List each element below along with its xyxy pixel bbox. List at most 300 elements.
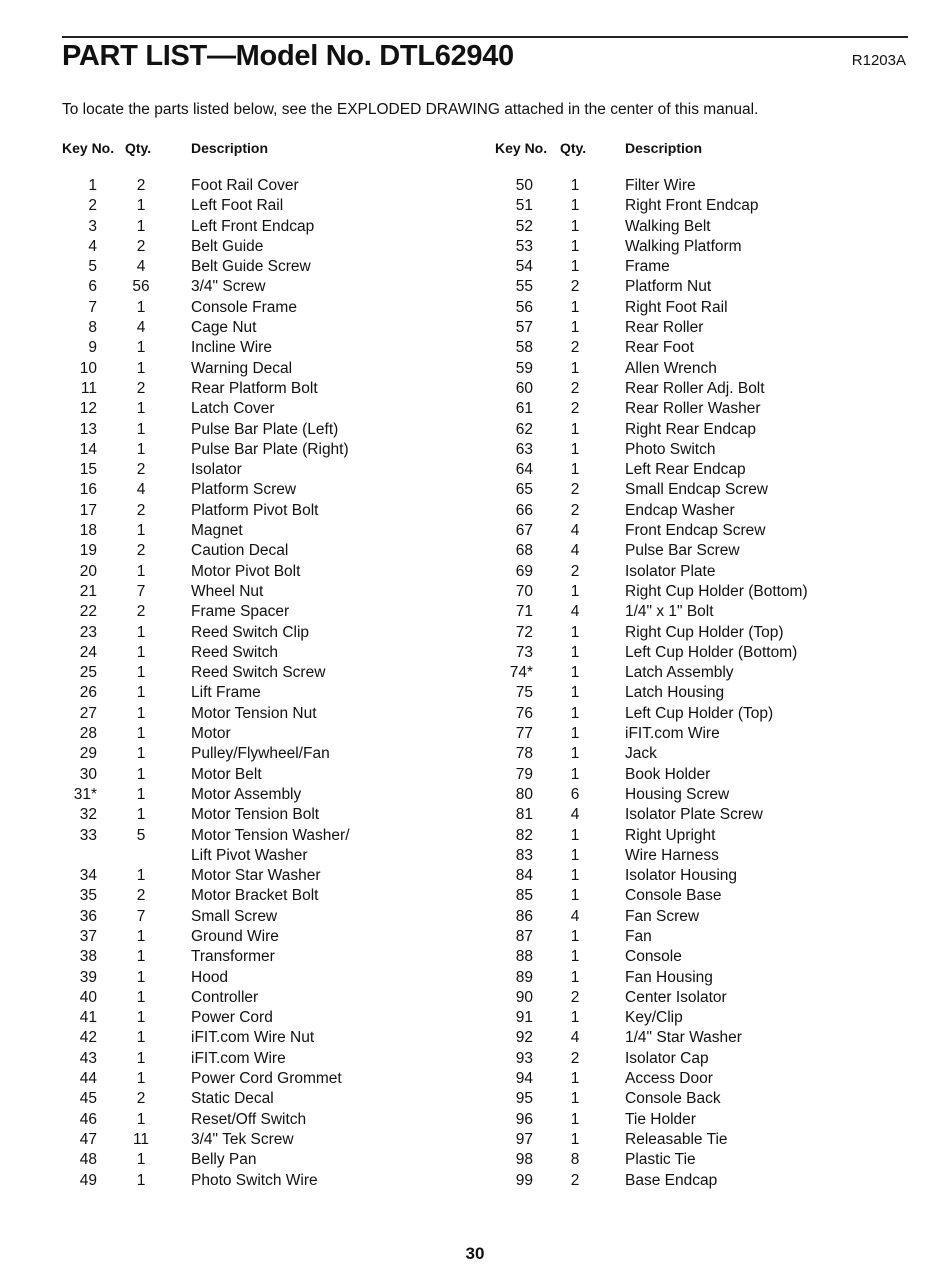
- part-key-number: 19: [79, 542, 97, 560]
- part-description: Right Upright: [625, 826, 716, 844]
- part-quantity: 7: [136, 582, 146, 600]
- part-quantity: 1: [570, 298, 580, 316]
- parts-row: [475, 399, 950, 419]
- parts-row: [0, 541, 475, 561]
- part-key-number: 78: [515, 745, 533, 763]
- part-quantity: 1: [136, 867, 146, 885]
- part-quantity: 1: [570, 968, 580, 986]
- parts-row: [475, 886, 950, 906]
- part-quantity: 1: [570, 643, 580, 661]
- part-quantity: 1: [570, 927, 580, 945]
- part-key-number: 10: [79, 359, 97, 377]
- parts-row: [475, 298, 950, 318]
- part-quantity: 1: [136, 217, 146, 235]
- part-quantity: 1: [570, 420, 580, 438]
- part-key-number: 75: [515, 684, 533, 702]
- parts-row: [475, 968, 950, 988]
- part-description: Ground Wire: [191, 927, 279, 945]
- part-key-number: 56: [515, 298, 533, 316]
- part-key-number: 63: [515, 440, 533, 458]
- part-quantity: 1: [136, 684, 146, 702]
- parts-row: [0, 196, 475, 216]
- parts-row: [475, 1089, 950, 1109]
- part-description: Lift Frame: [191, 684, 261, 702]
- part-key-number: 50: [515, 177, 533, 194]
- parts-row: [475, 602, 950, 622]
- right-header-qty: Qty.: [560, 140, 587, 156]
- part-key-number: 65: [515, 481, 533, 499]
- parts-row: [0, 237, 475, 257]
- part-key-number: 62: [515, 420, 533, 438]
- part-key-number: 60: [515, 379, 533, 397]
- part-key-number: 58: [515, 339, 533, 357]
- part-key-number: 48: [79, 1151, 97, 1169]
- parts-row: [0, 1150, 475, 1170]
- part-description: Pulse Bar Plate (Right): [191, 440, 349, 458]
- part-description: Right Cup Holder (Top): [625, 623, 784, 641]
- part-quantity: 1: [570, 1110, 580, 1128]
- part-key-number: 43: [79, 1049, 97, 1067]
- part-quantity: 1: [136, 440, 146, 458]
- part-description: Console Base: [625, 887, 722, 905]
- part-description: Fan Housing: [625, 968, 713, 986]
- part-key-number: 98: [515, 1151, 533, 1169]
- part-description: Wheel Nut: [191, 582, 264, 600]
- parts-row: [475, 1008, 950, 1028]
- right-header-description: Description: [625, 140, 703, 156]
- part-key-number: 7: [88, 298, 97, 316]
- parts-row: [0, 1089, 475, 1109]
- part-quantity: 1: [570, 948, 580, 966]
- part-description: 1/4" Star Washer: [625, 1029, 742, 1047]
- part-quantity: 1: [136, 745, 146, 763]
- part-key-number: 52: [515, 217, 533, 235]
- part-description: iFIT.com Wire: [625, 725, 720, 743]
- part-description: Isolator Cap: [625, 1049, 709, 1067]
- parts-row: [475, 866, 950, 886]
- parts-row: [0, 1171, 475, 1191]
- part-key-number: 89: [515, 968, 533, 986]
- part-description: Latch Assembly: [625, 664, 734, 682]
- part-quantity: 1: [570, 1090, 580, 1108]
- part-description: Power Cord: [191, 1009, 273, 1027]
- parts-row: [475, 1028, 950, 1048]
- parts-row: [475, 623, 950, 643]
- parts-row: [0, 1049, 475, 1069]
- part-description: Transformer: [191, 948, 275, 966]
- parts-row: [0, 1008, 475, 1028]
- part-description: Walking Platform: [625, 237, 742, 255]
- part-quantity: 1: [570, 177, 580, 194]
- part-quantity: 4: [136, 258, 146, 276]
- part-quantity: 1: [570, 704, 580, 722]
- parts-row: [0, 907, 475, 927]
- parts-row: [475, 440, 950, 460]
- part-quantity: 2: [136, 887, 146, 905]
- part-quantity: 2: [136, 461, 146, 479]
- part-key-number: 25: [79, 664, 97, 682]
- part-description: Book Holder: [625, 765, 711, 783]
- part-key-number: 59: [515, 359, 533, 377]
- title-rule: [62, 36, 908, 38]
- parts-row: [0, 724, 475, 744]
- part-key-number: 32: [79, 806, 97, 824]
- part-quantity: 2: [136, 603, 146, 621]
- part-key-number: 88: [515, 948, 533, 966]
- part-description: Tie Holder: [625, 1110, 696, 1128]
- page-title: PART LIST—Model No. DTL62940: [62, 40, 514, 72]
- part-key-number: 1: [88, 177, 97, 194]
- part-key-number: 2: [88, 197, 97, 215]
- part-description: Motor Belt: [191, 765, 262, 783]
- parts-row: [0, 886, 475, 906]
- parts-row: [0, 582, 475, 602]
- parts-row: [0, 968, 475, 988]
- parts-row: [475, 541, 950, 561]
- part-key-number: 13: [79, 420, 97, 438]
- part-key-number: 35: [79, 887, 97, 905]
- parts-row: [475, 1049, 950, 1069]
- parts-row: [475, 765, 950, 785]
- part-quantity: 2: [570, 278, 580, 296]
- part-quantity: 1: [570, 237, 580, 255]
- parts-row: [475, 744, 950, 764]
- part-description: Caution Decal: [191, 542, 289, 560]
- parts-row: [0, 683, 475, 703]
- part-quantity: 1: [570, 319, 580, 337]
- parts-row: [475, 582, 950, 602]
- part-key-number: 73: [515, 643, 533, 661]
- parts-row: [0, 765, 475, 785]
- part-quantity: 1: [136, 1009, 146, 1027]
- part-quantity: 1: [136, 704, 146, 722]
- parts-row: [0, 602, 475, 622]
- part-quantity: 1: [136, 968, 146, 986]
- part-description: Motor: [191, 725, 231, 743]
- part-quantity: 1: [136, 765, 146, 783]
- part-key-number: 87: [515, 927, 533, 945]
- part-key-number: 26: [79, 684, 97, 702]
- part-quantity: 1: [570, 1070, 580, 1088]
- part-description: 3/4" Screw: [191, 278, 266, 296]
- part-description: Rear Roller: [625, 319, 704, 337]
- part-quantity: 2: [136, 1090, 146, 1108]
- part-quantity: 1: [570, 461, 580, 479]
- part-description: Power Cord Grommet: [191, 1070, 342, 1088]
- part-quantity: 2: [570, 1171, 580, 1189]
- parts-row: [475, 359, 950, 379]
- part-quantity: 1: [570, 826, 580, 844]
- part-quantity: 1: [570, 684, 580, 702]
- part-key-number: 84: [515, 867, 533, 885]
- part-description: Photo Switch: [625, 440, 716, 458]
- part-quantity: 1: [570, 440, 580, 458]
- part-description: Belly Pan: [191, 1151, 257, 1169]
- part-description: Releasable Tie: [625, 1130, 728, 1148]
- parts-row: [475, 420, 950, 440]
- parts-row: [0, 866, 475, 886]
- part-quantity: 2: [570, 339, 580, 357]
- parts-row: [475, 663, 950, 683]
- document-code: R1203A: [851, 52, 906, 69]
- part-key-number: 92: [515, 1029, 533, 1047]
- part-description: Front Endcap Screw: [625, 522, 766, 540]
- parts-row: [475, 805, 950, 825]
- part-quantity: 1: [136, 927, 146, 945]
- part-key-number: 49: [79, 1171, 97, 1189]
- part-quantity: 11: [132, 1130, 150, 1148]
- part-key-number: 15: [79, 461, 97, 479]
- part-key-number: 45: [79, 1090, 97, 1108]
- parts-row: [0, 359, 475, 379]
- part-quantity: 2: [136, 237, 146, 255]
- part-description: Console Frame: [191, 298, 297, 316]
- parts-row: [0, 988, 475, 1008]
- parts-row: [0, 846, 475, 866]
- part-description: Motor Tension Nut: [191, 704, 317, 722]
- part-description: 3/4" Tek Screw: [191, 1130, 294, 1148]
- part-key-number: 36: [79, 907, 97, 925]
- part-key-number: 72: [515, 623, 533, 641]
- part-description: Fan Screw: [625, 907, 700, 925]
- part-quantity: 1: [570, 359, 580, 377]
- parts-row: [0, 501, 475, 521]
- part-quantity: 2: [570, 1049, 580, 1067]
- parts-row: [0, 1110, 475, 1130]
- part-quantity: 1: [136, 1171, 146, 1189]
- part-quantity: 2: [570, 379, 580, 397]
- parts-row: [475, 460, 950, 480]
- parts-row: [475, 379, 950, 399]
- part-quantity: 2: [136, 177, 146, 194]
- right-parts-list: [475, 176, 950, 1191]
- part-description: Frame: [625, 258, 670, 276]
- parts-row: [475, 947, 950, 967]
- part-description: Filter Wire: [625, 177, 696, 194]
- part-key-number: 99: [515, 1171, 533, 1189]
- part-description: Rear Platform Bolt: [191, 379, 318, 397]
- part-key-number: 30: [79, 765, 97, 783]
- part-key-number: 40: [79, 988, 97, 1006]
- part-description: Right Foot Rail: [625, 298, 728, 316]
- part-key-number: 8: [88, 319, 97, 337]
- part-key-number: 37: [79, 927, 97, 945]
- part-quantity: 4: [136, 481, 146, 499]
- part-description: Left Cup Holder (Top): [625, 704, 774, 722]
- part-description: Left Front Endcap: [191, 217, 315, 235]
- part-key-number: 79: [515, 765, 533, 783]
- parts-row: [0, 318, 475, 338]
- part-description: Housing Screw: [625, 785, 730, 803]
- part-quantity: 1: [136, 339, 146, 357]
- page-number: 30: [465, 1244, 485, 1263]
- part-key-number: 67: [515, 522, 533, 540]
- part-description: Isolator: [191, 461, 242, 479]
- part-quantity: 1: [136, 1151, 146, 1169]
- part-key-number: 86: [515, 907, 533, 925]
- part-key-number: 14: [79, 440, 97, 458]
- part-description: Key/Clip: [625, 1009, 683, 1027]
- part-key-number: 21: [79, 582, 97, 600]
- part-quantity: 4: [570, 542, 580, 560]
- part-description: Latch Housing: [625, 684, 725, 702]
- parts-row: [0, 521, 475, 541]
- parts-row: [475, 846, 950, 866]
- part-key-number: 64: [515, 461, 533, 479]
- part-key-number: 9: [88, 339, 97, 357]
- part-description: Incline Wire: [191, 339, 272, 357]
- part-key-number: 97: [515, 1130, 533, 1148]
- parts-row: [0, 562, 475, 582]
- part-description: Right Cup Holder (Bottom): [625, 582, 808, 600]
- part-key-number: 11: [80, 379, 97, 397]
- part-quantity: 1: [570, 623, 580, 641]
- part-key-number: 39: [79, 968, 97, 986]
- parts-row: [475, 927, 950, 947]
- part-description: Platform Pivot Bolt: [191, 501, 319, 519]
- part-key-number: 94: [515, 1070, 533, 1088]
- part-description: Access Door: [625, 1070, 713, 1088]
- part-description: Console Back: [625, 1090, 721, 1108]
- left-header-qty: Qty.: [125, 140, 152, 156]
- part-quantity: 1: [136, 806, 146, 824]
- part-description: Right Front Endcap: [625, 197, 759, 215]
- left-header-description: Description: [191, 140, 269, 156]
- part-key-number: 68: [515, 542, 533, 560]
- parts-row: [0, 460, 475, 480]
- part-description: Motor Tension Washer/: [191, 826, 350, 844]
- part-description: Cage Nut: [191, 319, 257, 337]
- part-key-number: 80: [515, 785, 533, 803]
- parts-row: [475, 562, 950, 582]
- parts-row: [0, 277, 475, 297]
- part-key-number: 57: [515, 319, 533, 337]
- part-quantity: 1: [570, 1009, 580, 1027]
- part-quantity: 4: [570, 522, 580, 540]
- part-key-number: 95: [515, 1090, 533, 1108]
- part-quantity: 2: [570, 501, 580, 519]
- part-quantity: 1: [570, 887, 580, 905]
- part-key-number: 51: [515, 197, 533, 215]
- part-description: Pulley/Flywheel/Fan: [191, 745, 330, 763]
- part-description: Right Rear Endcap: [625, 420, 756, 438]
- part-quantity: 1: [136, 420, 146, 438]
- part-description: Lift Pivot Washer: [191, 846, 308, 864]
- part-quantity: 1: [136, 664, 146, 682]
- part-key-number: 38: [79, 948, 97, 966]
- part-key-number: 81: [515, 806, 533, 824]
- part-key-number: 93: [515, 1049, 533, 1067]
- parts-row: [0, 623, 475, 643]
- part-description: Left Foot Rail: [191, 197, 284, 215]
- part-key-number: 31*: [73, 785, 97, 803]
- part-key-number: 83: [515, 846, 533, 864]
- part-quantity: 2: [570, 562, 580, 580]
- part-description: Belt Guide Screw: [191, 258, 311, 276]
- parts-row: [0, 927, 475, 947]
- parts-row: [475, 1110, 950, 1130]
- part-quantity: 1: [570, 867, 580, 885]
- part-key-number: 33: [79, 826, 97, 844]
- parts-row: [475, 643, 950, 663]
- part-description: Latch Cover: [191, 400, 275, 418]
- parts-row: [475, 318, 950, 338]
- part-quantity: 4: [570, 603, 580, 621]
- part-quantity: 1: [136, 785, 146, 803]
- parts-row: [0, 1130, 475, 1150]
- part-description: Jack: [625, 745, 657, 763]
- part-description: Platform Nut: [625, 278, 712, 296]
- parts-row: [0, 217, 475, 237]
- part-quantity: 1: [136, 948, 146, 966]
- part-description: Endcap Washer: [625, 501, 735, 519]
- part-description: Base Endcap: [625, 1171, 718, 1189]
- part-description: Wire Harness: [625, 846, 719, 864]
- part-description: Isolator Plate Screw: [625, 806, 763, 824]
- part-key-number: 12: [79, 400, 97, 418]
- part-quantity: 2: [570, 481, 580, 499]
- parts-row: [0, 440, 475, 460]
- part-quantity: 1: [136, 725, 146, 743]
- part-quantity: 1: [136, 1049, 146, 1067]
- part-quantity: 1: [136, 359, 146, 377]
- parts-row: [0, 1069, 475, 1089]
- part-key-number: 41: [79, 1009, 97, 1027]
- part-description: Hood: [191, 968, 229, 986]
- part-description: Motor Tension Bolt: [191, 806, 320, 824]
- part-key-number: 96: [515, 1110, 533, 1128]
- part-quantity: 2: [570, 400, 580, 418]
- part-description: iFIT.com Wire: [191, 1049, 286, 1067]
- part-quantity: 5: [136, 826, 146, 844]
- part-quantity: 7: [136, 907, 146, 925]
- part-description: Platform Screw: [191, 481, 297, 499]
- part-quantity: 1: [136, 1110, 146, 1128]
- part-quantity: 1: [136, 988, 146, 1006]
- part-quantity: 4: [136, 319, 146, 337]
- right-header-key: Key No.: [495, 140, 548, 156]
- part-description: Isolator Plate: [625, 562, 716, 580]
- part-description: Pulse Bar Screw: [625, 542, 740, 560]
- part-description: Motor Star Washer: [191, 867, 321, 885]
- parts-row: [0, 298, 475, 318]
- part-key-number: 82: [515, 826, 533, 844]
- part-key-number: 16: [79, 481, 97, 499]
- part-quantity: 1: [570, 846, 580, 864]
- part-description: Frame Spacer: [191, 603, 290, 621]
- parts-row: [0, 420, 475, 440]
- part-quantity: 1: [570, 745, 580, 763]
- parts-row: [475, 1130, 950, 1150]
- parts-row: [0, 947, 475, 967]
- parts-row: [0, 480, 475, 500]
- part-quantity: 1: [570, 582, 580, 600]
- parts-row: [475, 480, 950, 500]
- part-key-number: 77: [515, 725, 533, 743]
- part-quantity: 2: [136, 501, 146, 519]
- part-description: Reed Switch Clip: [191, 623, 310, 641]
- part-quantity: 1: [136, 562, 146, 580]
- parts-row: [0, 399, 475, 419]
- part-description: Reed Switch: [191, 643, 279, 661]
- parts-row: [475, 1171, 950, 1191]
- parts-row: [0, 826, 475, 846]
- part-description: Magnet: [191, 522, 243, 540]
- part-description: Motor Pivot Bolt: [191, 562, 301, 580]
- part-key-number: 3: [88, 217, 97, 235]
- part-quantity: 1: [570, 197, 580, 215]
- part-description: Rear Roller Washer: [625, 400, 761, 418]
